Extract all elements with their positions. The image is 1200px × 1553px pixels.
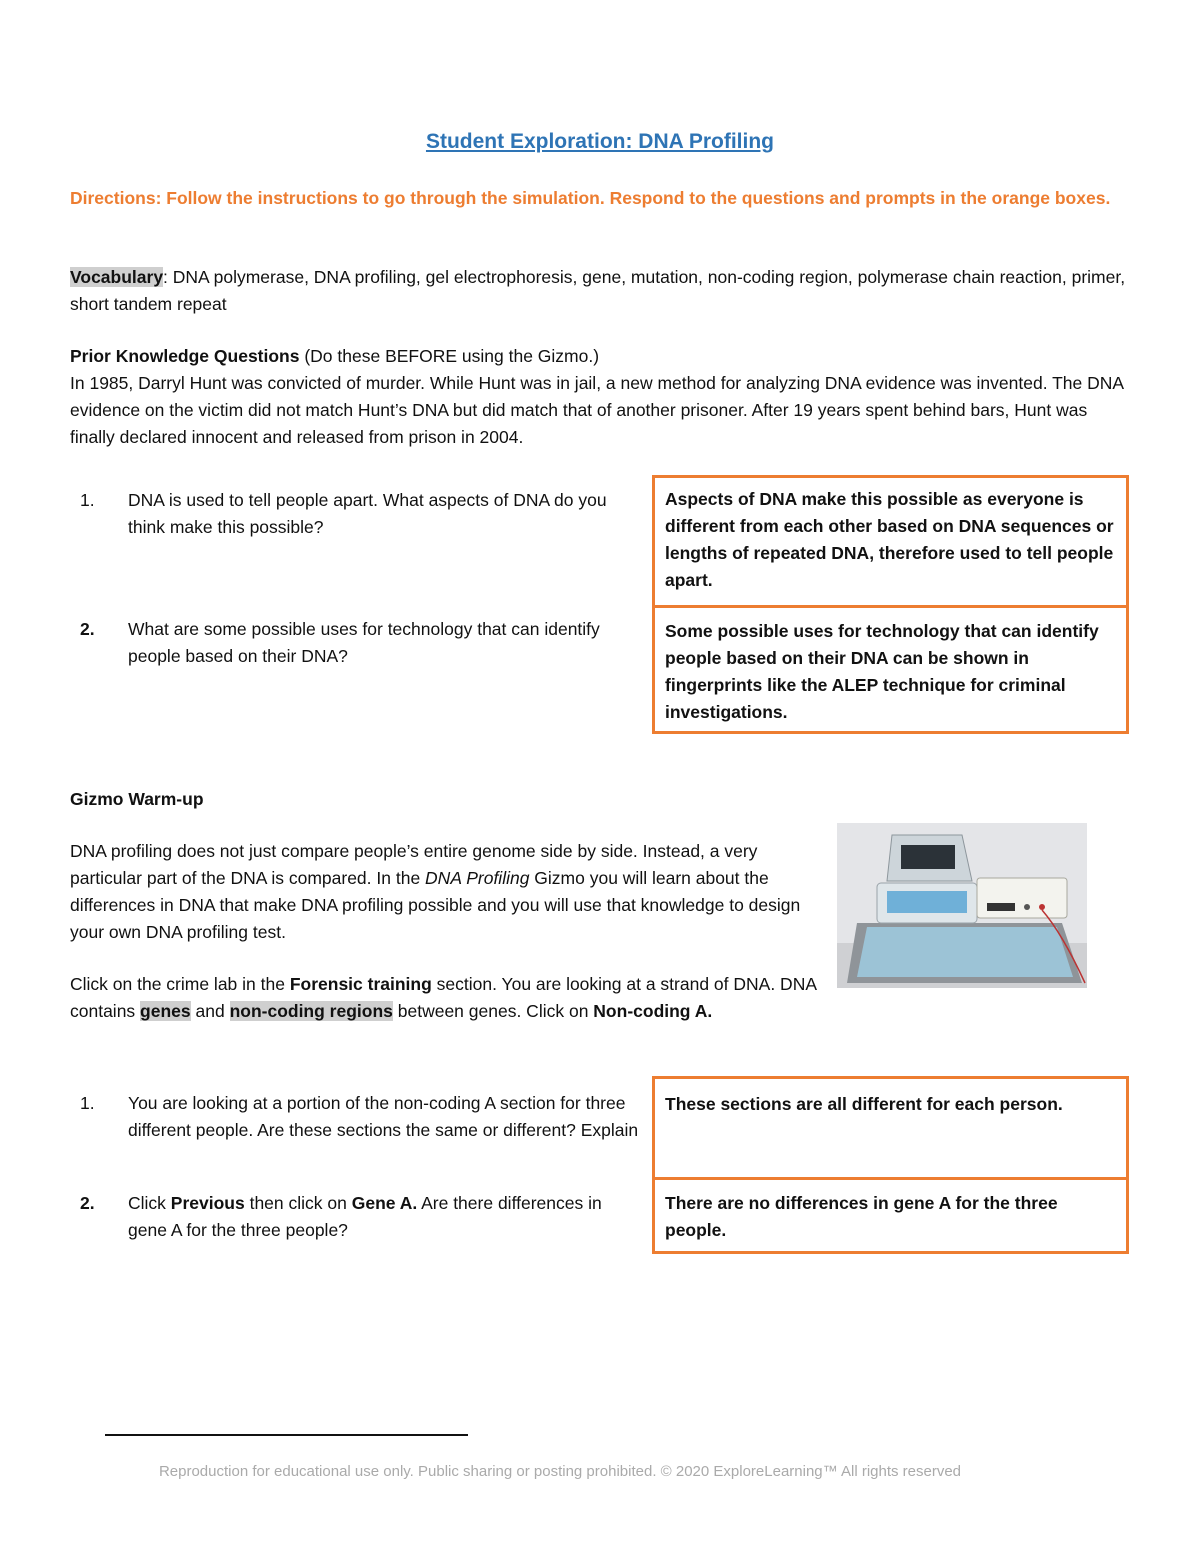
warmup-paragraph-1: DNA profiling does not just compare people’s entire genome side by side. Instead, a very particular part of the DNA is compared. In the DNA Profiling Gizmo you will learn about the differences in DNA that make DNA profiling possible and you will use that knowledge to design your own DNA profiling test.	[70, 841, 801, 942]
question-number: 1.	[80, 1093, 95, 1113]
question-text: Click Previous then click on Gene A. Are there differences in gene A for the three people?	[128, 1193, 602, 1240]
question-text: What are some possible uses for technology that can identify people based on their DNA?	[128, 619, 600, 666]
prior-question-1	[80, 487, 640, 541]
warmup-heading: Gizmo Warm-up	[70, 789, 204, 809]
warmup-question-2	[80, 1190, 640, 1244]
warmup-question-1	[80, 1090, 640, 1144]
footer-copyright: Reproduction for educational use only. Public sharing or posting prohibited. © 2020 ExploreLearning™ All rights reserved	[158, 1463, 962, 1480]
answer-1[interactable]: These sections are all different for each person.	[665, 1094, 1063, 1114]
answer-1[interactable]: Aspects of DNA make this possible as everyone is different from each other based on DNA sequences or lengths of repeated DNA, therefore used to tell people apart.	[665, 489, 1114, 590]
vocabulary-label: Vocabulary	[70, 267, 164, 287]
question-text: You are looking at a portion of the non-coding A section for three different people. Are these sections the same or different? Explain	[128, 1093, 639, 1140]
prior-knowledge-paragraph: In 1985, Darryl Hunt was convicted of murder. While Hunt was in jail, a new method for analyzing DNA evidence was invented. The DNA evidence on the victim did not match Hunt’s DNA but did match that of another prisoner. After 19 years spent behind bars, Hunt was finally declared innocent and released from prison in 2004.	[70, 373, 1124, 447]
gel-electrophoresis-icon	[837, 823, 1087, 988]
directions-text: Directions: Follow the instructions to go through the simulation. Respond to the questions and prompts in the orange boxes.	[70, 188, 1111, 208]
prior-knowledge-section	[70, 343, 1130, 451]
question-text: DNA is used to tell people apart. What aspects of DNA do you think make this possible?	[128, 490, 607, 537]
non-coding-term: non-coding regions	[229, 1001, 393, 1021]
question-number: 1.	[80, 490, 95, 510]
page-title: Student Exploration: DNA Profiling	[425, 130, 775, 153]
question-number: 2.	[80, 619, 95, 639]
prior-question-2	[80, 616, 640, 670]
answer-2[interactable]: Some possible uses for technology that can identify people based on their DNA can be shown in fingerprints like the ALEP technique for criminal investigations.	[665, 621, 1099, 722]
prior-knowledge-heading: Prior Knowledge Questions (Do these BEFORE using the Gizmo.)	[70, 346, 600, 366]
vocabulary-terms: : DNA polymerase, DNA profiling, gel electrophoresis, gene, mutation, non-coding region, polymerase chain reaction, primer, short tandem repeat	[70, 267, 1126, 314]
warmup-paragraph-2: Click on the crime lab in the Forensic training section. You are looking at a strand of DNA. DNA contains genes and non-coding regions between genes. Click on Non-coding A.	[70, 974, 817, 1021]
warmup-answer-box[interactable]	[652, 1076, 1129, 1254]
footer-rule	[105, 1434, 468, 1436]
answer-2[interactable]: There are no differences in gene A for the three people.	[665, 1193, 1058, 1240]
question-number: 2.	[80, 1193, 95, 1213]
genes-term: genes	[140, 1001, 191, 1021]
prior-answer-box[interactable]	[652, 475, 1129, 734]
vocabulary-paragraph	[70, 264, 1130, 318]
crime-lab-image	[837, 823, 1087, 988]
warmup-section	[70, 786, 830, 972]
